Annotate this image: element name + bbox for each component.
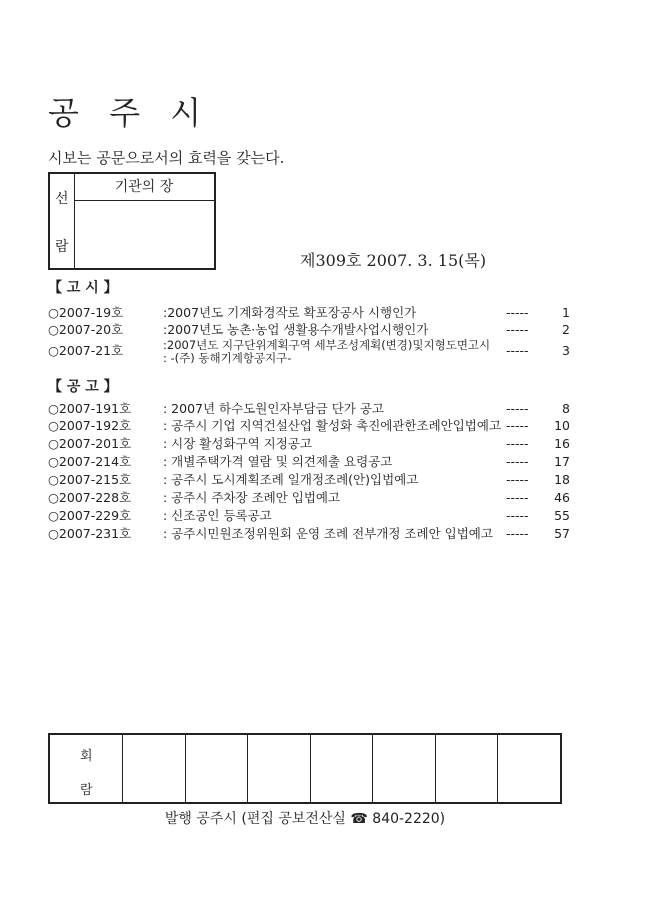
leader-dashes: -----: [506, 436, 529, 451]
item-title: :2007년도 기계화경작로 확포장공사 시행인가: [163, 305, 417, 320]
item-number: ○2007-201호: [48, 436, 132, 451]
circulation-cell: [122, 735, 185, 802]
item-title: : 공주시 도시계획조례 일개정조례(안)입법예고: [163, 472, 419, 487]
list-item[interactable]: [48, 400, 578, 418]
item-number: ○2007-214호: [48, 454, 132, 469]
leader-dashes: -----: [506, 401, 529, 416]
item-page: 2: [562, 322, 570, 337]
item-number: ○2007-20호: [48, 322, 124, 337]
item-title: : 2007년 하수도원인자부담금 단가 공고: [163, 401, 384, 416]
item-page: 10: [554, 418, 570, 433]
review-label-top: 선: [55, 191, 69, 207]
item-title: : 신조공인 등록공고: [163, 508, 272, 523]
item-page: 16: [554, 436, 570, 451]
circulation-cell: [372, 735, 435, 802]
item-page: 18: [554, 472, 570, 487]
leader-dashes: -----: [506, 508, 529, 523]
list-item[interactable]: [48, 321, 578, 339]
section-heading: 【 고 시 】: [48, 280, 118, 296]
leader-dashes: -----: [506, 490, 529, 505]
list-item[interactable]: [48, 338, 578, 365]
item-number: ○2007-21호: [48, 343, 124, 358]
item-page: 46: [554, 490, 570, 505]
list-item[interactable]: [48, 304, 578, 322]
list-item[interactable]: [48, 471, 578, 489]
item-page: 1: [562, 305, 570, 320]
circulation-table: [48, 733, 562, 804]
item-number: ○2007-231호: [48, 526, 132, 541]
list-item[interactable]: [48, 525, 578, 543]
item-title: :2007년도 농촌·농업 생활용수개발사업시행인가: [163, 322, 429, 337]
leader-dashes: -----: [506, 305, 529, 320]
issue-number: 제309호 2007. 3. 15(목): [300, 251, 487, 270]
item-number: ○2007-191호: [48, 401, 132, 416]
item-page: 17: [554, 454, 570, 469]
page-title: 공 주 시: [48, 94, 212, 132]
circulation-cell: [435, 735, 498, 802]
item-title: : 공주시민원조정위원회 운영 조례 전부개정 조례안 입법예고: [163, 526, 493, 541]
item-number: ○2007-229호: [48, 508, 132, 523]
list-item[interactable]: [48, 489, 578, 507]
review-label-bottom: 람: [55, 239, 69, 255]
circulation-cell: [310, 735, 373, 802]
item-number: ○2007-215호: [48, 472, 132, 487]
item-number: ○2007-228호: [48, 490, 132, 505]
leader-dashes: -----: [506, 454, 529, 469]
circulation-label-bottom: 람: [80, 783, 93, 798]
item-title: : 공주시 기업 지역건설산업 활성화 촉진에관한조례안입법예고: [163, 418, 502, 433]
item-number: ○2007-192호: [48, 418, 132, 433]
list-item[interactable]: [48, 417, 578, 435]
circulation-cell: [185, 735, 248, 802]
review-head: 기관의 장: [74, 174, 214, 201]
leader-dashes: -----: [506, 418, 529, 433]
footer: 발행 공주시 (편집 공보전산실 ☎ 840-2220): [164, 811, 446, 827]
leader-dashes: -----: [506, 343, 529, 358]
item-number: ○2007-19호: [48, 305, 124, 320]
item-page: 8: [562, 401, 570, 416]
list-item[interactable]: [48, 453, 578, 471]
subtitle: 시보는 공문으로서의 효력을 갖는다.: [48, 149, 285, 167]
leader-dashes: -----: [506, 472, 529, 487]
item-title: :2007년도 지구단위계획구역 세부조성계획(변경)및지형도면고시 : -(주) 동해기계항공지구-: [163, 338, 491, 365]
leader-dashes: -----: [506, 322, 529, 337]
list-item[interactable]: [48, 435, 578, 453]
leader-dashes: -----: [506, 526, 529, 541]
item-page: 55: [554, 508, 570, 523]
item-page: 3: [562, 343, 570, 358]
item-title: : 공주시 주차장 조례안 입법예고: [163, 490, 341, 505]
item-title: : 개별주택가격 열람 및 의견제출 요령공고: [163, 454, 393, 469]
item-page: 57: [554, 526, 570, 541]
list-item[interactable]: [48, 507, 578, 525]
item-title: : 시장 활성화구역 지정공고: [163, 436, 312, 451]
circulation-cell: [247, 735, 310, 802]
circulation-cell: [497, 735, 560, 802]
circulation-label-top: 회: [80, 749, 93, 764]
review-box: [48, 172, 216, 270]
section-heading: 【 공 고 】: [48, 379, 118, 395]
